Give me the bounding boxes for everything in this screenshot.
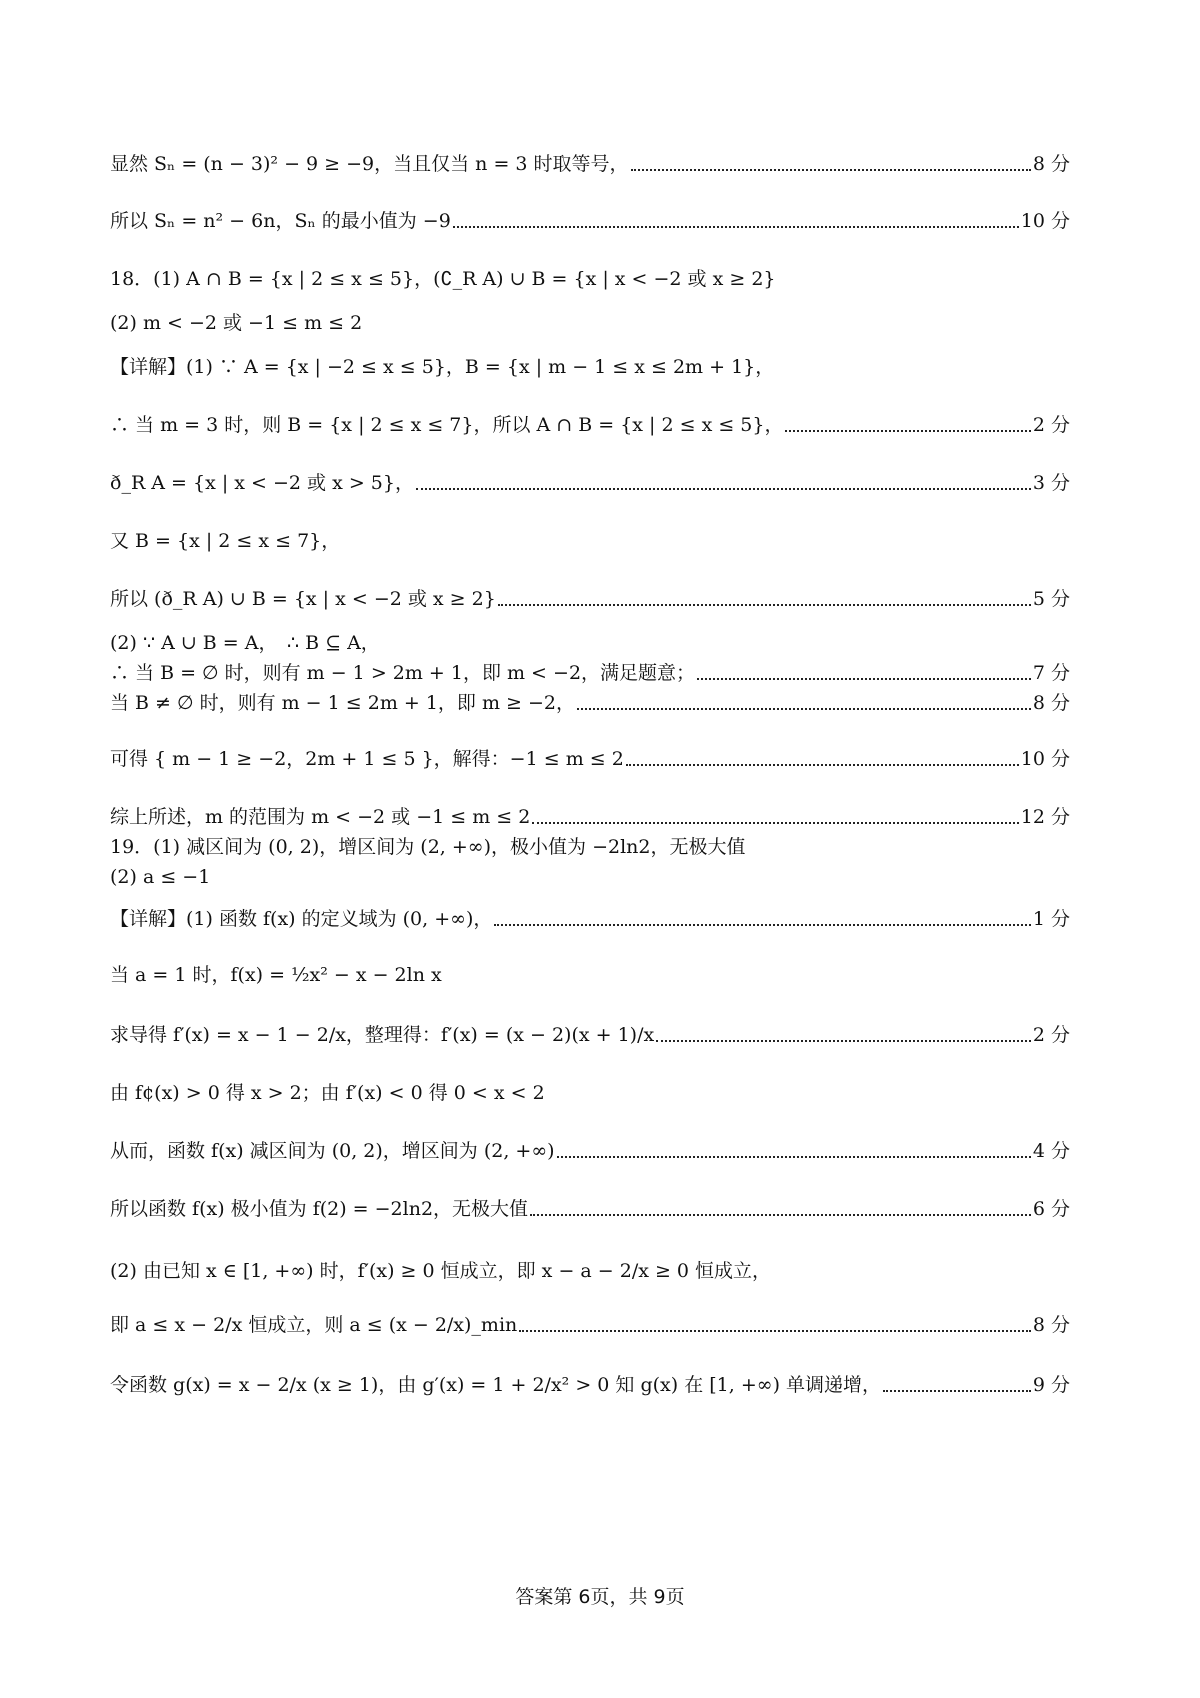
score-label: 1 分 bbox=[1032, 908, 1070, 930]
answer-line bbox=[110, 864, 1070, 890]
dot-leader bbox=[416, 488, 1031, 490]
solution-text: 求导得 f′(x) = x − 1 − 2/x，整理得：f′(x) = (x − 2)(x + 1)/x bbox=[110, 1024, 655, 1046]
score-label: 7 分 bbox=[1032, 662, 1070, 684]
solution-line bbox=[110, 690, 1070, 716]
answer-line bbox=[110, 310, 1070, 336]
score-label: 2 分 bbox=[1032, 1024, 1070, 1046]
dot-leader bbox=[697, 678, 1031, 680]
answer-text: 18．(1) A ∩ B = {x | 2 ≤ x ≤ 5}，(∁_R A) ∪ B = {x | x < −2 或 x ≥ 2} bbox=[110, 268, 776, 290]
solution-line bbox=[110, 660, 1070, 686]
solution-line bbox=[110, 151, 1070, 177]
solution-text: 当 a = 1 时，f(x) = ½x² − x − 2ln x bbox=[110, 964, 442, 986]
dot-leader bbox=[577, 708, 1031, 710]
score-label: 10 分 bbox=[1020, 748, 1070, 770]
score-label: 8 分 bbox=[1032, 153, 1070, 175]
solution-line bbox=[110, 906, 1070, 932]
solution-text: ð_R A = {x | x < −2 或 x > 5}， bbox=[110, 472, 414, 494]
dot-leader bbox=[785, 430, 1030, 432]
solution-text: 当 B ≠ ∅ 时，则有 m − 1 ≤ 2m + 1，即 m ≥ −2， bbox=[110, 692, 575, 714]
solution-line bbox=[110, 1372, 1070, 1398]
solution-text: 所以函数 f(x) 极小值为 f(2) = −2ln2，无极大值 bbox=[110, 1198, 529, 1220]
dot-leader bbox=[883, 1390, 1031, 1392]
solution-line bbox=[110, 208, 1070, 234]
dot-leader bbox=[532, 822, 1018, 824]
solution-line bbox=[110, 470, 1070, 496]
score-label: 5 分 bbox=[1032, 588, 1070, 610]
score-label: 3 分 bbox=[1032, 472, 1070, 494]
answer-line bbox=[110, 834, 1070, 860]
solution-line bbox=[110, 1022, 1070, 1048]
solution-line bbox=[110, 354, 1070, 380]
solution-text: 所以 (ð_R A) ∪ B = {x | x < −2 或 x ≥ 2} bbox=[110, 588, 496, 610]
dot-leader bbox=[498, 604, 1031, 606]
solution-line bbox=[110, 1080, 1070, 1106]
solution-text: (2) 由已知 x ∈ [1, +∞) 时，f′(x) ≥ 0 恒成立，即 x − a − 2/x ≥ 0 恒成立， bbox=[110, 1260, 772, 1282]
solution-text: (2) ∵ A ∪ B = A， ∴ B ⊆ A， bbox=[110, 632, 380, 654]
solution-line bbox=[110, 804, 1070, 830]
page-footer: 答案第 6页，共 9页 bbox=[515, 1586, 685, 1608]
dot-leader bbox=[494, 924, 1030, 926]
solution-line bbox=[110, 746, 1070, 772]
dot-leader bbox=[631, 169, 1031, 171]
solution-line bbox=[110, 586, 1070, 612]
solution-line bbox=[110, 1138, 1070, 1164]
solution-text: 所以 Sₙ = n² − 6n，Sₙ 的最小值为 −9 bbox=[110, 210, 451, 232]
solution-text: 【详解】(1) 函数 f(x) 的定义域为 (0, +∞)， bbox=[110, 908, 493, 930]
dot-leader bbox=[530, 1214, 1031, 1216]
solution-text: 从而，函数 f(x) 减区间为 (0, 2)，增区间为 (2, +∞) bbox=[110, 1140, 555, 1162]
solution-line bbox=[110, 1196, 1070, 1222]
solution-text: 显然 Sₙ = (n − 3)² − 9 ≥ −9，当且仅当 n = 3 时取等号， bbox=[110, 153, 629, 175]
dot-leader bbox=[519, 1330, 1031, 1332]
solution-line bbox=[110, 630, 1070, 656]
score-label: 10 分 bbox=[1020, 210, 1070, 232]
solution-text: 可得 { m − 1 ≥ −2，2m + 1 ≤ 5 }，解得：−1 ≤ m ≤ 2 bbox=[110, 748, 624, 770]
dot-leader bbox=[656, 1040, 1031, 1042]
score-label: 9 分 bbox=[1032, 1374, 1070, 1396]
answer-text: (2) m < −2 或 −1 ≤ m ≤ 2 bbox=[110, 312, 363, 334]
score-label: 4 分 bbox=[1032, 1140, 1070, 1162]
solution-line bbox=[110, 962, 1070, 988]
score-label: 8 分 bbox=[1032, 692, 1070, 714]
score-label: 2 分 bbox=[1032, 414, 1070, 436]
solution-text: 令函数 g(x) = x − 2/x (x ≥ 1)，由 g′(x) = 1 + 2/x² > 0 知 g(x) 在 [1, +∞) 单调递增， bbox=[110, 1374, 882, 1396]
score-label: 6 分 bbox=[1032, 1198, 1070, 1220]
answer-line bbox=[110, 266, 1070, 292]
solution-text: ∴ 当 B = ∅ 时，则有 m − 1 > 2m + 1，即 m < −2，满足题意； bbox=[110, 662, 696, 684]
solution-text: 【详解】(1) ∵ A = {x | −2 ≤ x ≤ 5}，B = {x | m − 1 ≤ x ≤ 2m + 1}， bbox=[110, 356, 775, 378]
solution-text: 由 f¢(x) > 0 得 x > 2；由 f′(x) < 0 得 0 < x < 2 bbox=[110, 1082, 545, 1104]
solution-text: 综上所述，m 的范围为 m < −2 或 −1 ≤ m ≤ 2 bbox=[110, 806, 531, 828]
solution-line bbox=[110, 528, 1070, 554]
dot-leader bbox=[453, 226, 1019, 228]
dot-leader bbox=[557, 1156, 1031, 1158]
score-label: 12 分 bbox=[1020, 806, 1070, 828]
solution-line bbox=[110, 1258, 1070, 1284]
answer-text: 19．(1) 减区间为 (0, 2)，增区间为 (2, +∞)，极小值为 −2ln2，无极大值 bbox=[110, 836, 746, 858]
score-label: 8 分 bbox=[1032, 1314, 1070, 1336]
solution-text: 又 B = {x | 2 ≤ x ≤ 7}， bbox=[110, 530, 341, 552]
solution-text: 即 a ≤ x − 2/x 恒成立，则 a ≤ (x − 2/x)_min bbox=[110, 1314, 518, 1336]
solution-line bbox=[110, 1312, 1070, 1338]
solution-text: ∴ 当 m = 3 时，则 B = {x | 2 ≤ x ≤ 7}，所以 A ∩ B = {x | 2 ≤ x ≤ 5}， bbox=[110, 414, 784, 436]
answer-text: (2) a ≤ −1 bbox=[110, 866, 211, 888]
dot-leader bbox=[626, 764, 1019, 766]
solution-line bbox=[110, 412, 1070, 438]
